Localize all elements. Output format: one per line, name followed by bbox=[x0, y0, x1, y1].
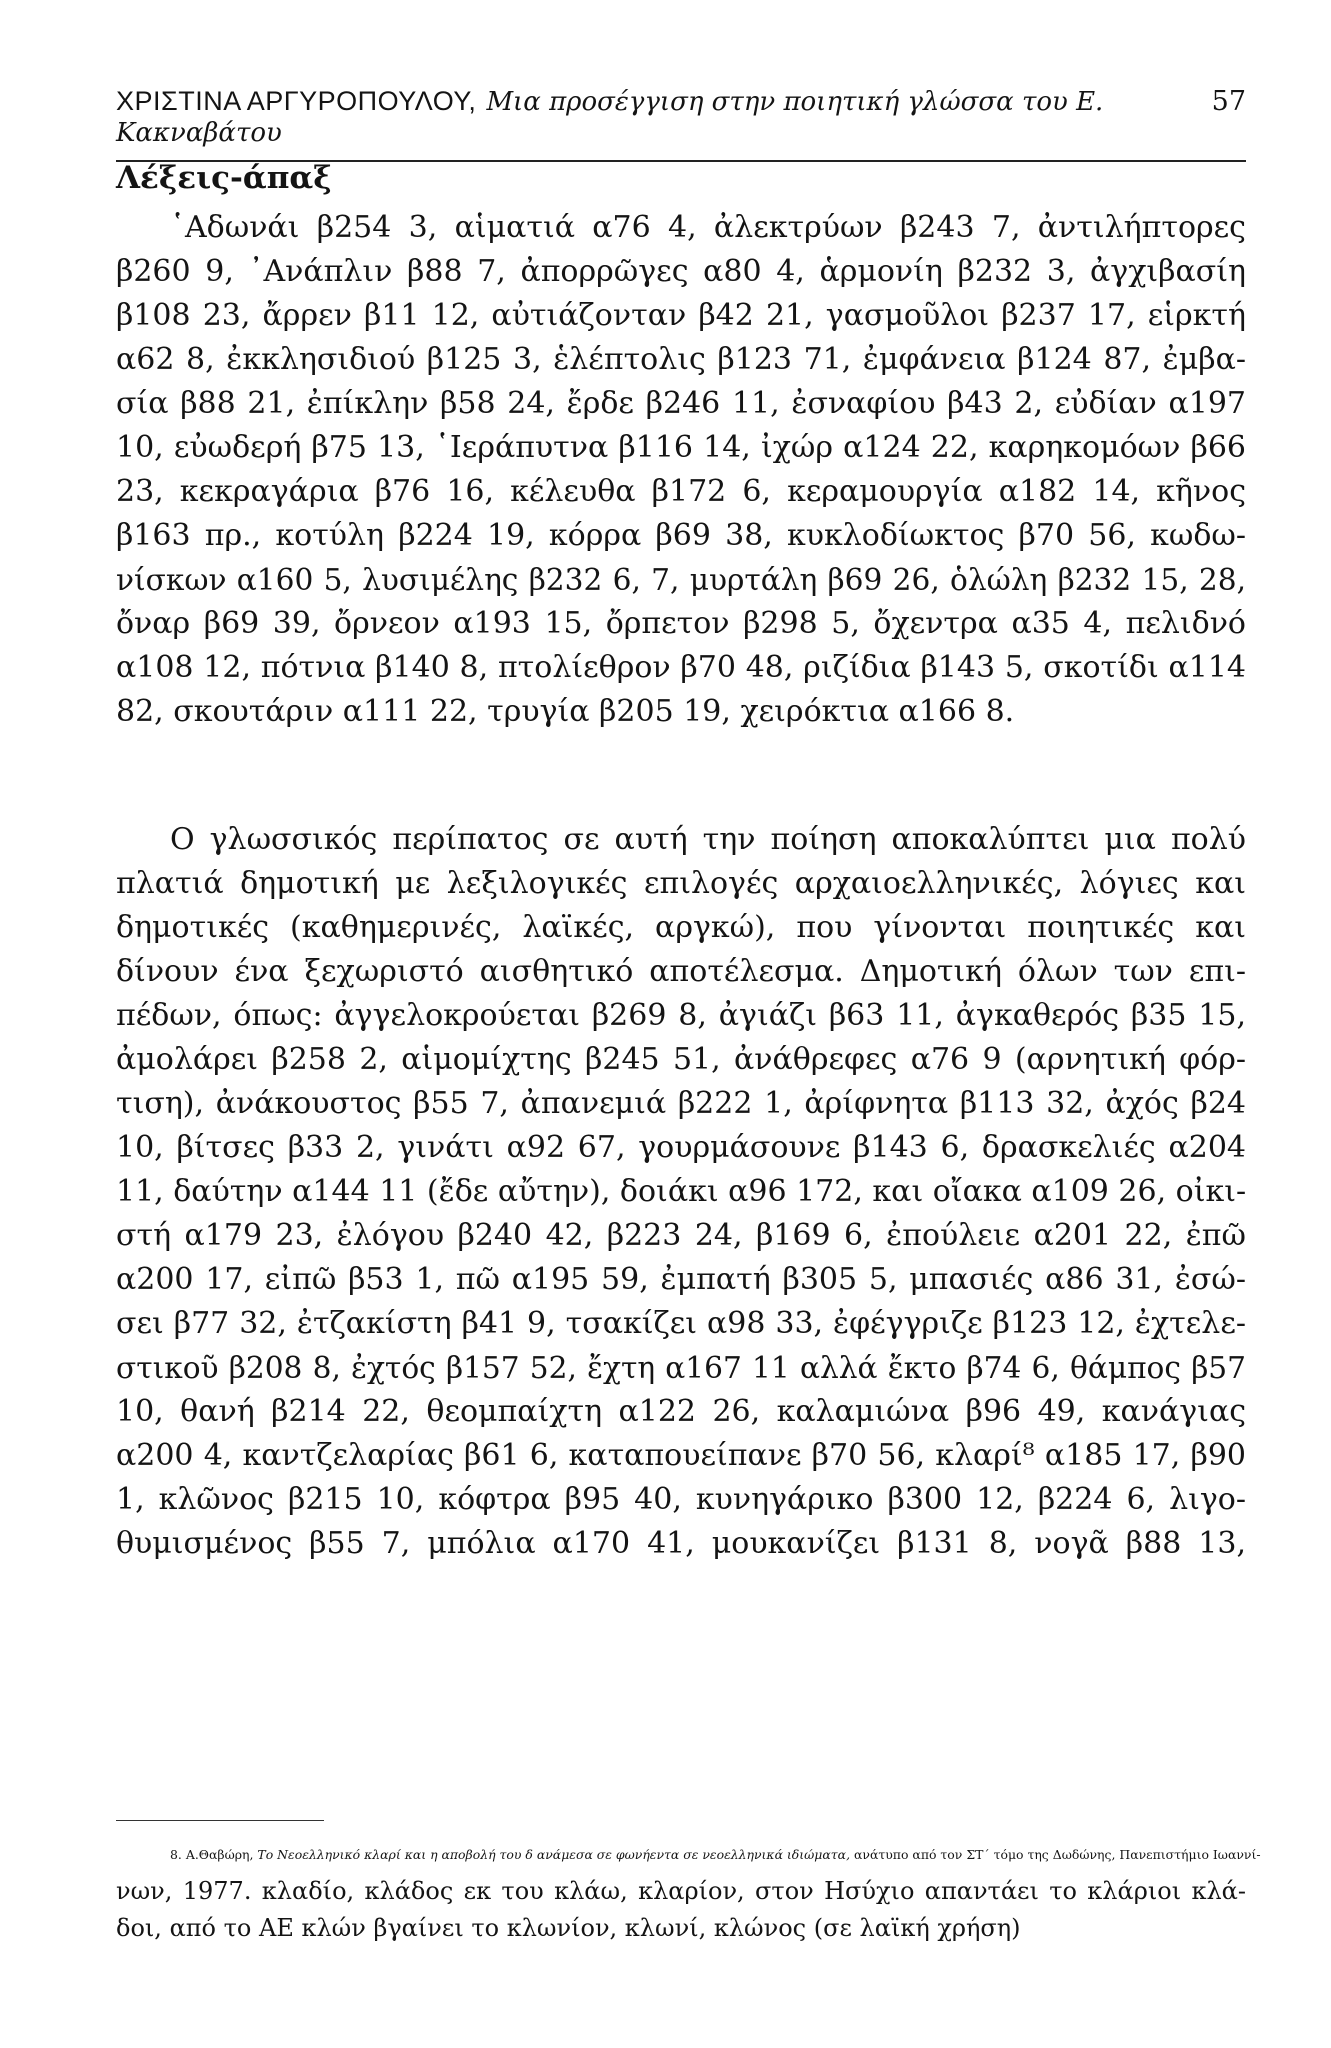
text-line: στικοῦ β208 8, ἐχτός β157 52, ἔχτη α167 11 αλλά ἔκτο β74 6, θάμπος β57 bbox=[116, 1351, 1246, 1385]
text-line: α200 17, εἰπῶ β53 1, πῶ α195 59, ἐμπατή β305 5, μπασιές α86 31, ἐσώ- bbox=[116, 1262, 1246, 1297]
text-line: 10, εὐωδερή β75 13, ῾Ιεράπυτνα β116 14, ἰχώρ α124 22, καρηκομόων β66 bbox=[116, 430, 1246, 465]
header-left bbox=[116, 86, 1212, 148]
text-line: 82, σκουτάριν α111 22, τρυγία β205 19, χειρόκτια α166 8. bbox=[116, 694, 1015, 729]
section-title: Λέξεις-άπαξ bbox=[116, 160, 332, 196]
footnote bbox=[116, 1836, 1261, 1947]
text-line: τιση), ἀνάκουστος β55 7, ἀπανεμιά β222 1, ἀρίφνητα β113 32, ἀχός β24 bbox=[116, 1086, 1246, 1121]
header-author: ΧΡΙΣΤΙΝΑ ΑΡΓΥΡΟΠΟΥΛΟΥ, bbox=[116, 86, 477, 116]
footnote-line: δοι, από το ΑΕ κλών βγαίνει το κλωνίον, κλωνί, κλώνος (σε λαϊκή χρήση) bbox=[116, 1914, 1021, 1942]
text-line: 1, κλῶνος β215 10, κόφτρα β95 40, κυνηγάρικο β300 12, β224 6, λιγο- bbox=[116, 1482, 1246, 1517]
footnote-citation: ανάτυπο από τον ΣΤ΄ τόμο της Δωδώνης, Πανεπιστήμιο Ιωαννί- bbox=[854, 1847, 1261, 1862]
hapax-list-paragraph bbox=[116, 206, 1246, 734]
body-paragraph bbox=[116, 818, 1246, 1566]
text-line: α200 4, καντζελαρίας β61 6, καταπουείπανε β70 56, κλαρί⁸ α185 17, β90 bbox=[116, 1438, 1246, 1473]
footnote-divider bbox=[116, 1820, 324, 1821]
text-line: πλατιά δημοτική με λεξιλογικές επιλογές αρχαιοελληνικές, λόγιες και bbox=[116, 866, 1246, 901]
footnote-title: Το Νεοελληνικό κλαρί και η αποβολή του δ ανάμεσα σε φωνήεντα σε νεοελληνικά ιδιώματα, bbox=[257, 1847, 851, 1862]
text-line: α108 12, πότνια β140 8, πτολίεθρον β70 48, ριζίδια β143 5, σκοτίδι α114 bbox=[116, 650, 1246, 685]
running-header bbox=[116, 86, 1246, 162]
footnote-number: 8. bbox=[170, 1847, 182, 1862]
text-line: 10, θανή β214 22, θεομπαίχτη α122 26, καλαμιώνα β96 49, κανάγιας bbox=[116, 1394, 1246, 1429]
text-line: δίνουν ένα ξεχωριστό αισθητικό αποτέλεσμα. Δημοτική όλων των επι- bbox=[116, 954, 1246, 989]
text-line: πέδων, όπως: ἀγγελοκρούεται β269 8, ἀγιάζι β63 11, ἀγκαθερός β35 15, bbox=[116, 998, 1246, 1033]
text-line: θυμισμένος β55 7, μπόλια α170 41, μουκανίζει β131 8, νογᾶ β88 13, bbox=[116, 1526, 1246, 1561]
text-line: δημοτικές (καθημερινές, λαϊκές, αργκώ), που γίνονται ποιητικές και bbox=[116, 910, 1246, 945]
header-subtitle: Μια προσέγγιση στην ποιητική γλώσσα του Ε. Κακναβάτου bbox=[116, 87, 1104, 148]
text-line: 10, βίτσες β33 2, γινάτι α92 67, γουρμάσουνε β143 6, δρασκελιές α204 bbox=[116, 1130, 1246, 1165]
text-line: β260 9, ᾿Ανάπλιν β88 7, ἀπορρῶγες α80 4, ἁρμονίη β232 3, ἀγχιβασίη bbox=[116, 254, 1246, 289]
text-line: σία β88 21, ἐπίκλην β58 24, ἔρδε β246 11, ἐσναφίου β43 2, εὐδίαν α197 bbox=[116, 386, 1246, 421]
text-line: σει β77 32, ἐτζακίστη β41 9, τσακίζει α98 33, ἐφέγγριζε β123 12, ἐχτελε- bbox=[116, 1306, 1246, 1341]
text-line: 11, δαύτην α144 11 (ἔδε αὔτην), δοιάκι α96 172, και οἴακα α109 26, οἰκι- bbox=[116, 1174, 1247, 1209]
text-line: νίσκων α160 5, λυσιμέλης β232 6, 7, μυρτάλη β69 26, ὁλώλη β232 15, 28, bbox=[116, 563, 1246, 597]
text-line: Ο γλωσσικός περίπατος σε αυτή την ποίηση αποκαλύπτει μια πολύ bbox=[170, 822, 1246, 857]
text-line: 23, κεκραγάρια β76 16, κέλευθα β172 6, κεραμουργία α182 14, κῆνος bbox=[116, 474, 1246, 509]
footnote-author: Α.Θαβώρη, bbox=[185, 1847, 254, 1862]
text-line: στή α179 23, ἐλόγου β240 42, β223 24, β169 6, ἐπούλειε α201 22, ἐπῶ bbox=[116, 1218, 1246, 1253]
text-line: ῾Αδωνάι β254 3, αἱματιά α76 4, ἀλεκτρύων β243 7, ἀντιλήπτορες bbox=[170, 210, 1246, 245]
text-line: ἀμολάρει β258 2, αἱμομίχτης β245 51, ἀνάθρεφες α76 9 (αρνητική φόρ- bbox=[116, 1042, 1246, 1077]
footnote-line: νων, 1977. κλαδίο, κλάδος εκ του κλάω, κλαρίον, στον Ησύχιο απαντάει το κλάριοι κλά- bbox=[116, 1877, 1246, 1905]
footnote-line bbox=[116, 1836, 1261, 1873]
text-line: ὄναρ β69 39, ὄρνεον α193 15, ὄρπετον β298 5, ὄχεντρα α35 4, πελιδνό bbox=[116, 606, 1246, 641]
page-number: 57 bbox=[1211, 86, 1246, 117]
text-line: β108 23, ἄρρεν β11 12, αὐτιάζονταν β42 21, γασμοῦλοι β237 17, εἱρκτή bbox=[116, 298, 1246, 333]
text-line: β163 πρ., κοτύλη β224 19, κόρρα β69 38, κυκλοδίωκτος β70 56, κωδω- bbox=[116, 518, 1246, 553]
text-line: α62 8, ἐκκλησιδιού β125 3, ἑλέπτολις β123 71, ἐμφάνεια β124 87, ἐμβα- bbox=[116, 342, 1246, 377]
